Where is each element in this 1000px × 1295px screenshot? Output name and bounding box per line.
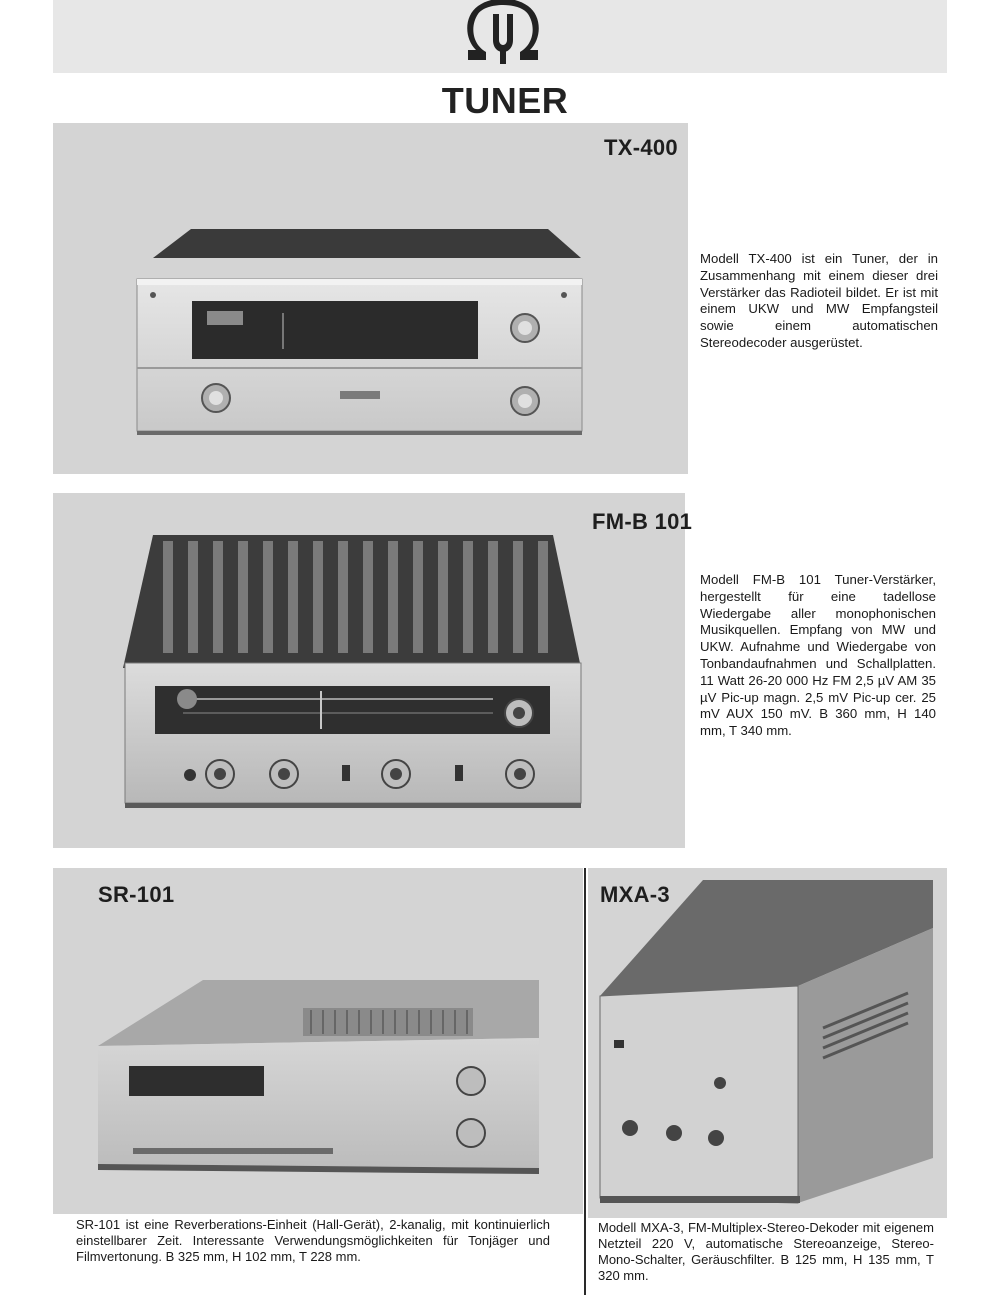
model-label-mxa3: MXA-3 bbox=[600, 882, 670, 907]
product-photo-mxa3 bbox=[588, 868, 947, 1218]
model-label-tx400: TX-400 bbox=[604, 135, 678, 160]
product-photo-tx400 bbox=[53, 123, 688, 474]
description-fmb101: Modell FM-B 101 Tuner-Verstärker, hergestellt für eine tadellose Wiedergabe aller monophonischen Musikquellen. Empfang von MW und UKW. Aufnahme und Wiedergabe von Tonbandaufnahmen und Schallplatten. 11 Watt 26-20 000 Hz FM 2,5 µV AM 35 µV Pic-up magn. 2,5 mV Pic-up cer. 25 mV AUX 150 mV. B 360 mm, H 140 mm, T 340 mm. bbox=[700, 572, 936, 739]
model-label-sr101: SR-101 bbox=[98, 882, 175, 907]
description-tx400: Modell TX-400 ist ein Tuner, der in Zusammenhang mit einem dieser drei Verstärker das Radioteil bildet. Er ist mit einem UKW und MW Empfangsteil sowie einem automatischen Stereodecoder ausgerüstet. bbox=[700, 251, 938, 350]
column-divider bbox=[584, 868, 586, 1295]
brand-logo bbox=[462, 0, 544, 66]
product-photo-fmb101 bbox=[53, 493, 685, 848]
description-sr101: SR-101 ist eine Reverberations-Einheit (Hall-Gerät), 2-kanalig, mit kontinuierlich einstellbarer Zeit. Interessante Verwendungsmöglichkeiten für Tonjäger und Filmvertonung. B 325 mm, H 102 mm, T 228 mm. bbox=[76, 1217, 550, 1264]
pioneer-omega-tuning-fork-logo-icon bbox=[462, 0, 544, 66]
description-mxa3: Modell MXA-3, FM-Multiplex-Stereo-Dekoder mit eigenem Netzteil 220 V, automatische Stereoanzeige, Stereo-Mono-Schalter, Geräuschfilter. B 125 mm, H 135 mm, T 320 mm. bbox=[598, 1220, 934, 1283]
model-label-fmb101: FM-B 101 bbox=[592, 509, 693, 534]
page-title: TUNER bbox=[441, 80, 569, 121]
product-photo-sr101 bbox=[53, 868, 583, 1214]
